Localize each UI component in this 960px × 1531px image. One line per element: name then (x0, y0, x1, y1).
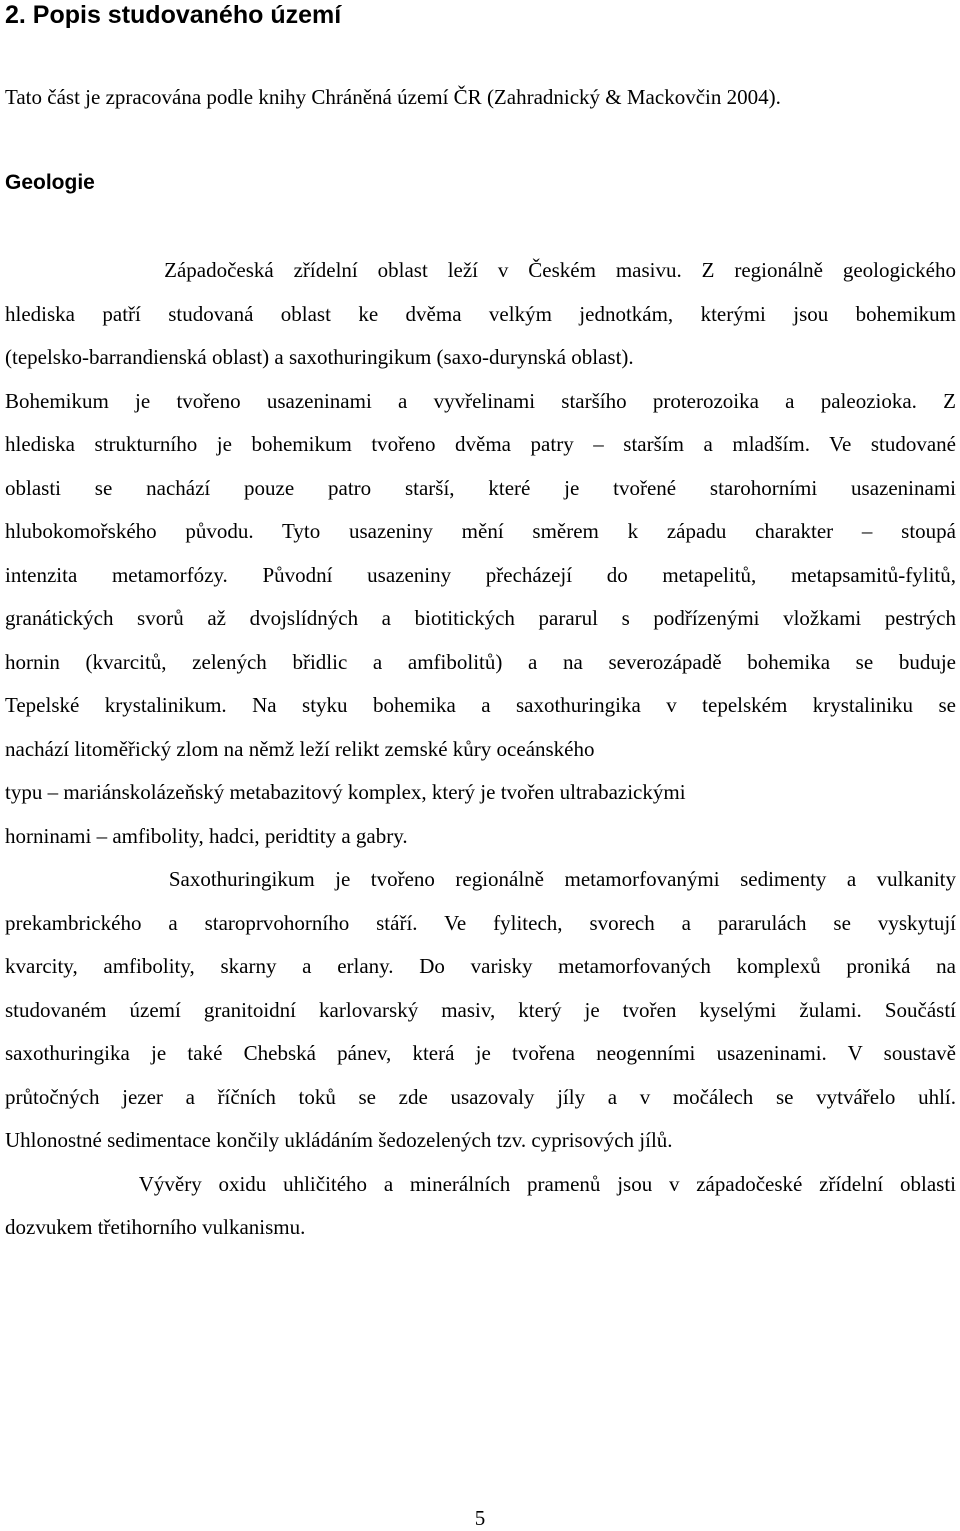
text-line: oblasti se nachází pouze patro starší, které je tvořené starohorními usazeninami (5, 475, 956, 500)
text-line: nachází litoměřický zlom na němž leží relikt zemské kůry oceánského (5, 736, 595, 761)
text-line: Uhlonostné sedimentace končily ukládáním šedozelených tzv. cyprisových jílů. (5, 1128, 673, 1152)
text-line: granátických svorů až dvojslídných a biotitických pararul s podřízenými vložkami pestrých (5, 606, 956, 630)
text-line: hlediska strukturního je bohemikum tvořeno dvěma patry – starším a mladším. Ve studované (5, 432, 956, 456)
text-line: Saxothuringikum je tvořeno regionálně metamorfovanými sedimenty a vulkanity (5, 867, 956, 891)
text-line: studovaném území granitoidní karlovarský masiv, který je tvořen kyselými žulami. Součástí (5, 997, 956, 1022)
text-line: Bohemikum je tvořeno usazeninami a vyvřelinami staršího proterozoika a paleozioka. Z (5, 388, 956, 413)
text-line: saxothuringika je také Chebská pánev, která je tvořena neogenními usazeninami. V soustavě (5, 1041, 956, 1065)
page-number: 5 (474, 1506, 486, 1530)
section-heading: 2. Popis studovaného území (5, 1, 342, 29)
text-line: dozvukem třetihorního vulkanismu. (5, 1215, 306, 1239)
text-line: hlediska patří studovaná oblast ke dvěma velkým jednotkám, kterými jsou bohemikum (5, 301, 956, 326)
text-line: Tepelské krystalinikum. Na styku bohemika a saxothuringika v tepelském krystaliniku se (5, 693, 956, 717)
text-line: prekambrického a staroprvohorního stáří. Ve fylitech, svorech a pararulách se vyskytují (5, 910, 956, 935)
text-line: Západočeská zřídelní oblast leží v Českém masivu. Z regionálně geologického (5, 258, 956, 282)
subsection-heading: Geologie (5, 171, 95, 194)
text-line: intenzita metamorfózy. Původní usazeniny přecházejí do metapelitů, metapsamitů-fylitů, (5, 562, 956, 587)
text-line: hlubokomořského původu. Tyto usazeniny mění směrem k západu charakter – stoupá (5, 519, 956, 543)
text-line: hornin (kvarcitů, zelených břidlic a amfibolitů) a na severozápadě bohemika se buduje (5, 649, 956, 674)
text-line: typu – mariánskolázeňský metabazitový komplex, který je tvořen ultrabazickými (5, 780, 686, 804)
body-text (5, 253, 956, 1254)
text-line: horninami – amfibolity, hadci, peridtity a gabry. (5, 823, 408, 848)
text-line: (tepelsko-barrandienská oblast) a saxothuringikum (saxo-durynská oblast). (5, 345, 634, 369)
text-line: kvarcity, amfibolity, skarny a erlany. Do varisky metamorfovaných komplexů proniká na (5, 954, 956, 978)
text-line: Vývěry oxidu uhličitého a minerálních pramenů jsou v západočeské zřídelní oblasti (5, 1171, 956, 1196)
intro-paragraph: Tato část je zpracována podle knihy Chráněná území ČR (Zahradnický & Mackovčin 2004). (5, 85, 781, 109)
text-line: průtočných jezer a říčních toků se zde usazovaly jíly a v močálech se vytvářelo uhlí. (5, 1084, 956, 1109)
